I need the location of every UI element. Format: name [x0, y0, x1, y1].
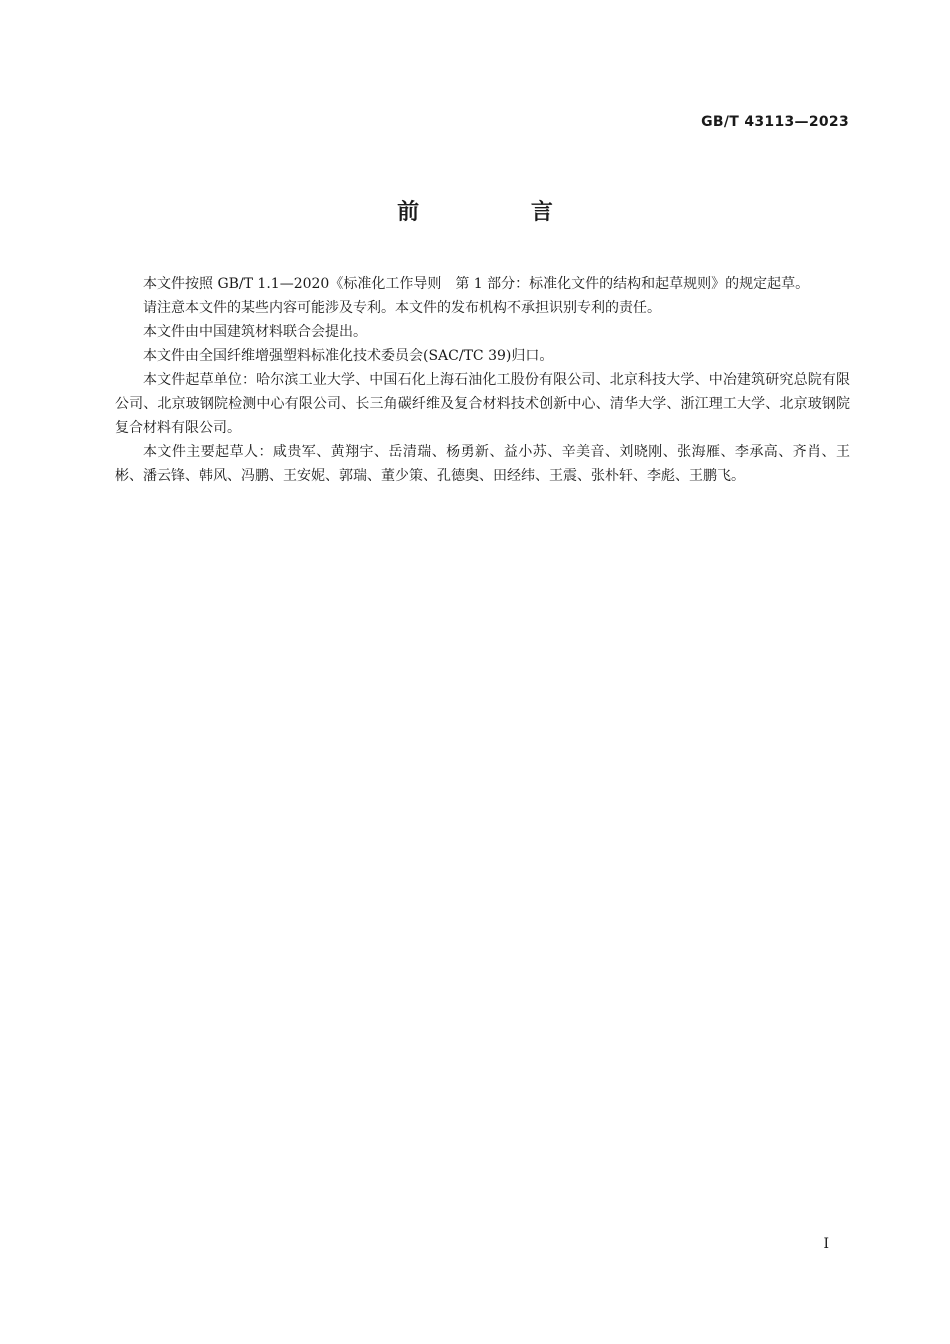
paragraph-patent-notice: 请注意本文件的某些内容可能涉及专利。本文件的发布机构不承担识别专利的责任。: [143, 300, 661, 316]
paragraph-drafters: 本文件主要起草人：咸贵军、黄翔宇、岳清瑞、杨勇新、益小苏、辛美音、刘晓刚、张海雁、李承高、齐肖、王彬、潘云锋、韩风、冯鹏、王安妮、郭瑞、董少策、孔德奥、田经纬、王震、张朴轩、李彪、王鹏飞。: [115, 444, 850, 484]
standard-code: GB/T 43113—2023: [701, 114, 849, 130]
paragraph-proposer: 本文件由中国建筑材料联合会提出。: [143, 324, 367, 340]
foreword-body: [115, 272, 850, 488]
paragraph-drafting-rules: 本文件按照 GB/T 1.1—2020《标准化工作导则 第 1 部分：标准化文件的结构和起草规则》的规定起草。: [143, 276, 810, 292]
page-number: I: [823, 1236, 829, 1252]
page-title: 前 言: [397, 200, 605, 225]
paragraph-drafting-units: 本文件起草单位：哈尔滨工业大学、中国石化上海石油化工股份有限公司、北京科技大学、中冶建筑研究总院有限公司、北京玻钢院检测中心有限公司、长三角碳纤维及复合材料技术创新中心、清华大学、浙江理工大学、北京玻钢院复合材料有限公司。: [115, 372, 850, 436]
paragraph-committee: 本文件由全国纤维增强塑料标准化技术委员会(SAC/TC 39)归口。: [143, 348, 554, 364]
